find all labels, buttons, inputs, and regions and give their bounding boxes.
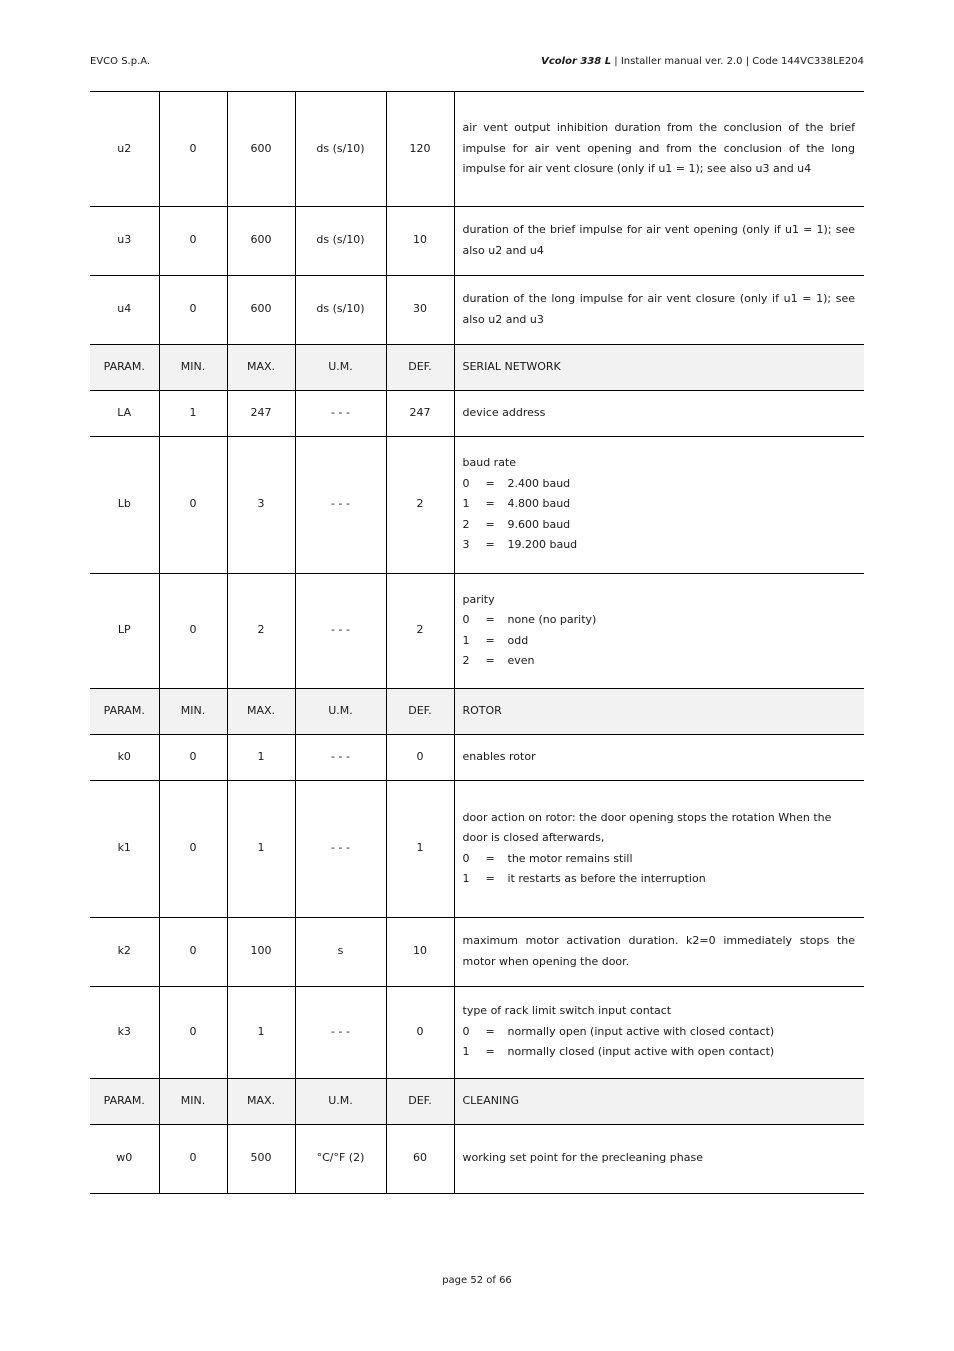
column-header-param: PARAM. xyxy=(90,1078,159,1124)
option-equals: = xyxy=(485,476,495,490)
option-line xyxy=(463,610,856,631)
parameter-row xyxy=(90,1124,864,1193)
option-line xyxy=(463,631,856,652)
description-text: parity xyxy=(462,592,495,606)
cell-def: 10 xyxy=(386,917,454,986)
option-key: 1 xyxy=(462,633,470,647)
option-value: odd xyxy=(507,633,529,647)
cell-description xyxy=(454,1124,864,1193)
option-equals: = xyxy=(485,654,495,667)
cell-min: 0 xyxy=(159,1124,227,1193)
option-line xyxy=(463,651,856,672)
cell-def: 0 xyxy=(386,986,454,1078)
option-line xyxy=(463,849,856,870)
option-value: 2.400 baud xyxy=(507,476,571,490)
cell-um: ds (s/10) xyxy=(295,92,386,206)
column-header-def: DEF. xyxy=(386,344,454,390)
option-key: 2 xyxy=(462,654,470,667)
parameter-row xyxy=(90,573,864,688)
parameter-row xyxy=(90,275,864,344)
cell-min: 0 xyxy=(159,734,227,780)
cell-max: 1 xyxy=(227,734,295,780)
section-header-row xyxy=(90,688,864,734)
option-key: 2 xyxy=(462,517,470,531)
cell-min: 0 xyxy=(159,436,227,573)
cell-def: 2 xyxy=(386,573,454,688)
option-line xyxy=(463,494,856,515)
cell-param: w0 xyxy=(90,1124,159,1193)
option-key: 1 xyxy=(462,872,470,885)
description-text: type of rack limit switch input contact xyxy=(462,1004,672,1018)
column-header-max: MAX. xyxy=(227,344,295,390)
parameter-row xyxy=(90,390,864,436)
column-header-max: MAX. xyxy=(227,1078,295,1124)
cell-param: u2 xyxy=(90,92,159,206)
cell-um: - - - xyxy=(295,780,386,917)
parameter-row xyxy=(90,734,864,780)
header-company: EVCO S.p.A. xyxy=(90,56,151,67)
cell-max: 600 xyxy=(227,206,295,275)
cell-description xyxy=(454,917,864,986)
column-header-def: DEF. xyxy=(386,688,454,734)
cell-min: 1 xyxy=(159,390,227,436)
cell-max: 3 xyxy=(227,436,295,573)
cell-max: 1 xyxy=(227,780,295,917)
cell-max: 500 xyxy=(227,1124,295,1193)
page-number: page 52 of 66 xyxy=(442,1275,512,1286)
description-text: door action on rotor: the door opening stops the rotation When the door is closed afterwards, xyxy=(462,810,832,844)
column-header-um: U.M. xyxy=(295,688,386,734)
parameter-row xyxy=(90,917,864,986)
option-equals: = xyxy=(485,613,495,626)
description-text: enables rotor xyxy=(462,749,536,763)
option-equals: = xyxy=(485,497,495,511)
option-key: 1 xyxy=(462,1045,470,1059)
cell-min: 0 xyxy=(159,917,227,986)
parameter-row xyxy=(90,92,864,206)
description-text: device address xyxy=(462,405,546,419)
cell-param: k2 xyxy=(90,917,159,986)
option-value: 4.800 baud xyxy=(507,497,571,511)
cell-def: 247 xyxy=(386,390,454,436)
cell-description xyxy=(454,436,864,573)
cell-param: LP xyxy=(90,573,159,688)
column-header-um: U.M. xyxy=(295,344,386,390)
column-header-min: MIN. xyxy=(159,344,227,390)
cell-description xyxy=(454,573,864,688)
cell-param: k1 xyxy=(90,780,159,917)
cell-um: ds (s/10) xyxy=(295,206,386,275)
cell-min: 0 xyxy=(159,780,227,917)
section-header-row xyxy=(90,344,864,390)
cell-max: 600 xyxy=(227,275,295,344)
cell-param: Lb xyxy=(90,436,159,573)
parameter-row xyxy=(90,986,864,1078)
option-equals: = xyxy=(485,1024,495,1038)
description-text: maximum motor activation duration. k2=0 immediately stops the motor when opening the door. xyxy=(462,934,855,968)
section-title: ROTOR xyxy=(454,688,864,734)
cell-description xyxy=(454,780,864,917)
column-header-min: MIN. xyxy=(159,1078,227,1124)
cell-um: - - - xyxy=(295,734,386,780)
option-value: none (no parity) xyxy=(507,613,597,626)
cell-param: u4 xyxy=(90,275,159,344)
cell-description xyxy=(454,206,864,275)
description-text: duration of the long impulse for air vent closure (only if u1 = 1); see also u2 and u3 xyxy=(462,292,855,326)
cell-def: 30 xyxy=(386,275,454,344)
option-key: 0 xyxy=(462,1024,470,1038)
section-title: CLEANING xyxy=(454,1078,864,1124)
cell-um: °C/°F (2) xyxy=(295,1124,386,1193)
cell-def: 10 xyxy=(386,206,454,275)
column-header-param: PARAM. xyxy=(90,688,159,734)
option-line xyxy=(463,535,856,556)
cell-um: s xyxy=(295,917,386,986)
option-equals: = xyxy=(485,851,495,865)
cell-description xyxy=(454,734,864,780)
cell-def: 2 xyxy=(386,436,454,573)
option-key: 1 xyxy=(462,497,470,511)
column-header-def: DEF. xyxy=(386,1078,454,1124)
cell-param: LA xyxy=(90,390,159,436)
cell-def: 1 xyxy=(386,780,454,917)
parameter-row xyxy=(90,436,864,573)
cell-param: k3 xyxy=(90,986,159,1078)
cell-um: - - - xyxy=(295,390,386,436)
option-key: 3 xyxy=(462,538,470,552)
column-header-param: PARAM. xyxy=(90,344,159,390)
description-text: duration of the brief impulse for air vent opening (only if u1 = 1); see also u2 and u4 xyxy=(462,223,855,257)
option-equals: = xyxy=(485,633,495,647)
cell-description xyxy=(454,275,864,344)
option-key: 0 xyxy=(462,851,470,865)
cell-param: u3 xyxy=(90,206,159,275)
header-manual: | Installer manual ver. 2.0 | Code 144VC338LE204 xyxy=(611,56,864,67)
header-product: Vcolor 338 L xyxy=(541,56,612,67)
option-value: it restarts as before the interruption xyxy=(507,872,706,885)
option-line xyxy=(463,515,856,536)
description-text: air vent output inhibition duration from the conclusion of the brief impulse for air vent opening and from the conclusion of the long impulse for air vent closure (only if u1 = 1); see also u3 and u4 xyxy=(462,121,855,175)
option-line xyxy=(463,474,856,495)
cell-min: 0 xyxy=(159,206,227,275)
option-equals: = xyxy=(485,517,495,531)
description-text: working set point for the precleaning phase xyxy=(462,1151,703,1165)
option-key: 0 xyxy=(462,476,470,490)
cell-description xyxy=(454,390,864,436)
cell-um: - - - xyxy=(295,436,386,573)
cell-max: 2 xyxy=(227,573,295,688)
cell-def: 0 xyxy=(386,734,454,780)
cell-param: k0 xyxy=(90,734,159,780)
cell-min: 0 xyxy=(159,92,227,206)
column-header-um: U.M. xyxy=(295,1078,386,1124)
option-equals: = xyxy=(485,538,495,552)
option-line xyxy=(463,1042,856,1063)
cell-min: 0 xyxy=(159,275,227,344)
cell-max: 247 xyxy=(227,390,295,436)
description-text: baud rate xyxy=(462,456,517,470)
parameter-row xyxy=(90,780,864,917)
option-value: normally closed (input active with open contact) xyxy=(507,1045,775,1059)
section-header-row xyxy=(90,1078,864,1124)
cell-um: - - - xyxy=(295,986,386,1078)
cell-description xyxy=(454,92,864,206)
header-document-info xyxy=(541,56,864,67)
option-value: the motor remains still xyxy=(507,851,633,865)
option-equals: = xyxy=(485,872,495,885)
cell-min: 0 xyxy=(159,573,227,688)
cell-def: 60 xyxy=(386,1124,454,1193)
option-value: 9.600 baud xyxy=(507,517,571,531)
cell-max: 600 xyxy=(227,92,295,206)
cell-min: 0 xyxy=(159,986,227,1078)
column-header-min: MIN. xyxy=(159,688,227,734)
cell-def: 120 xyxy=(386,92,454,206)
cell-description xyxy=(454,986,864,1078)
cell-max: 1 xyxy=(227,986,295,1078)
cell-max: 100 xyxy=(227,917,295,986)
option-equals: = xyxy=(485,1045,495,1059)
section-title: SERIAL NETWORK xyxy=(454,344,864,390)
option-line xyxy=(463,1022,856,1043)
cell-um: ds (s/10) xyxy=(295,275,386,344)
option-value: 19.200 baud xyxy=(507,538,578,552)
parameters-table xyxy=(90,92,864,1194)
cell-um: - - - xyxy=(295,573,386,688)
option-key: 0 xyxy=(462,613,470,626)
parameter-row xyxy=(90,206,864,275)
option-line xyxy=(463,869,856,890)
option-value: normally open (input active with closed contact) xyxy=(507,1024,775,1038)
column-header-max: MAX. xyxy=(227,688,295,734)
option-value: even xyxy=(507,654,535,667)
